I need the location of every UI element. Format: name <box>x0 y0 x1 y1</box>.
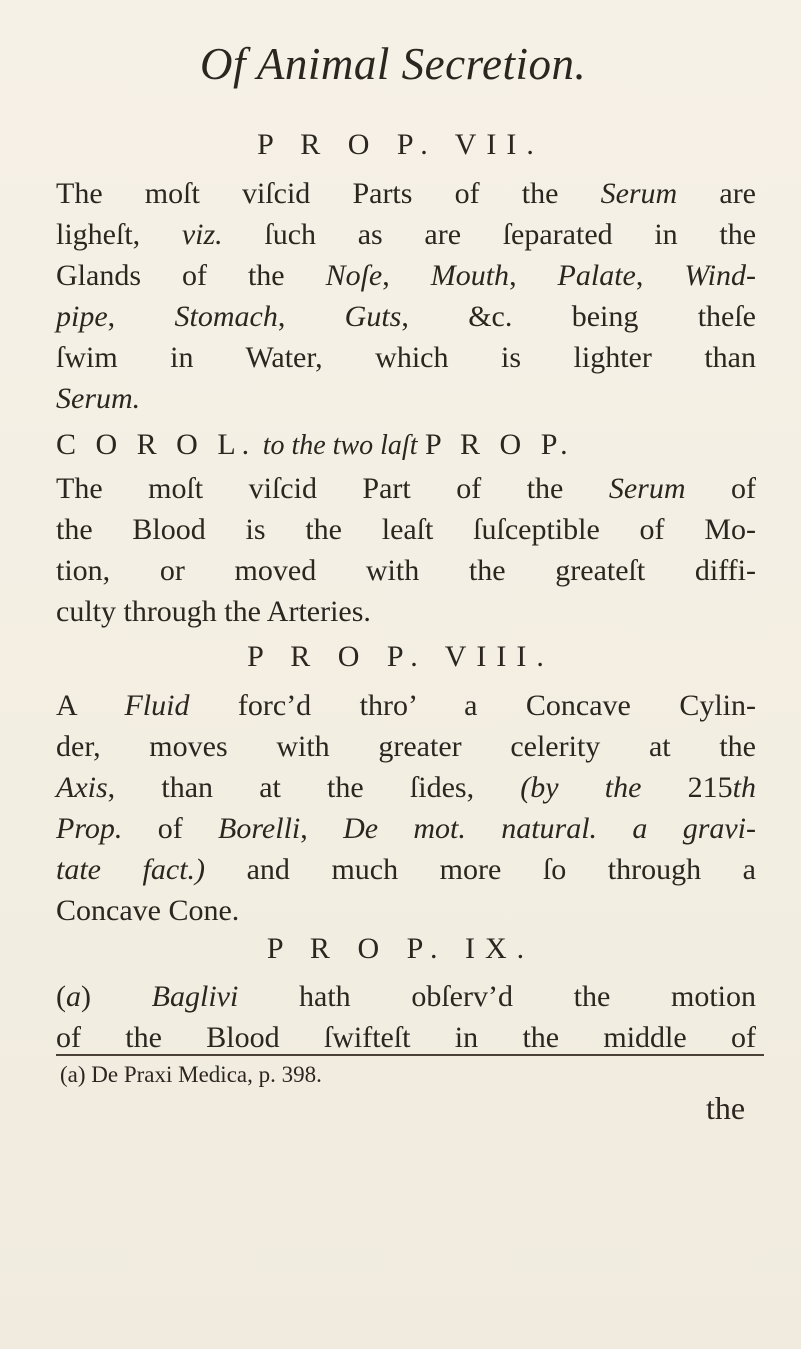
footnote: (a) De Praxi Medica, p. 398. <box>60 1062 322 1087</box>
catchword: the <box>706 1090 746 1126</box>
running-head: Of Animal Secretion. <box>200 39 587 89</box>
prop-8-text <box>56 685 756 931</box>
corollary-line-4: culty through the Arteries. <box>56 595 371 628</box>
prop-7-line-1: The moſt viſcid Parts of the Serum are <box>56 177 756 210</box>
prop-8-heading: P R O P. VIII. <box>247 640 554 673</box>
footnote-rule <box>56 1054 764 1056</box>
prop-9-line-2: of the Blood ſwifteſt in the middle of <box>56 1021 756 1054</box>
corollary-text <box>56 468 756 632</box>
prop-9-text <box>56 976 756 1058</box>
prop-8-line-3: Axis, than at the ſides, (by the 215th <box>56 771 756 804</box>
prop-7-text <box>56 173 756 419</box>
prop-7-line-3: Glands of the Noſe, Mouth, Palate, Wind- <box>56 259 757 292</box>
prop-8-line-6: Concave Cone. <box>56 894 240 927</box>
prop-7-line-2: ligheſt, viz. ſuch as are ſeparated in the <box>56 218 757 251</box>
prop-9-line-1: (a) Baglivi hath obſerv’d the motion <box>56 980 756 1013</box>
corollary-line-2: the Blood is the leaſt ſuſceptible of Mo- <box>56 513 756 546</box>
prop-7-line-6: Serum. <box>56 382 141 415</box>
prop-9-heading: P R O P. IX. <box>266 932 535 965</box>
prop-8-line-2: der, moves with greater celerity at the <box>56 730 756 763</box>
prop-8-line-1: A Fluid forc’d thro’ a Concave Cylin- <box>56 689 756 722</box>
corollary-line-3: tion, or moved with the greateſt diffi- <box>56 554 756 587</box>
corollary-line-1: The moſt viſcid Part of the Serum of <box>56 472 756 505</box>
corollary-heading: C O R O L. to the two laſt P R O P. <box>56 428 574 461</box>
prop-7-line-4: pipe, Stomach, Guts, &c. being theſe <box>56 300 756 333</box>
prop-7-line-5: ſwim in Water, which is lighter than <box>56 341 756 374</box>
prop-7-heading: P R O P. VII. <box>257 128 544 161</box>
prop-8-line-4: Prop. of Borelli, De mot. natural. a gravi- <box>56 812 757 845</box>
prop-8-line-5: tate fact.) and much more ſo through a <box>56 853 756 886</box>
